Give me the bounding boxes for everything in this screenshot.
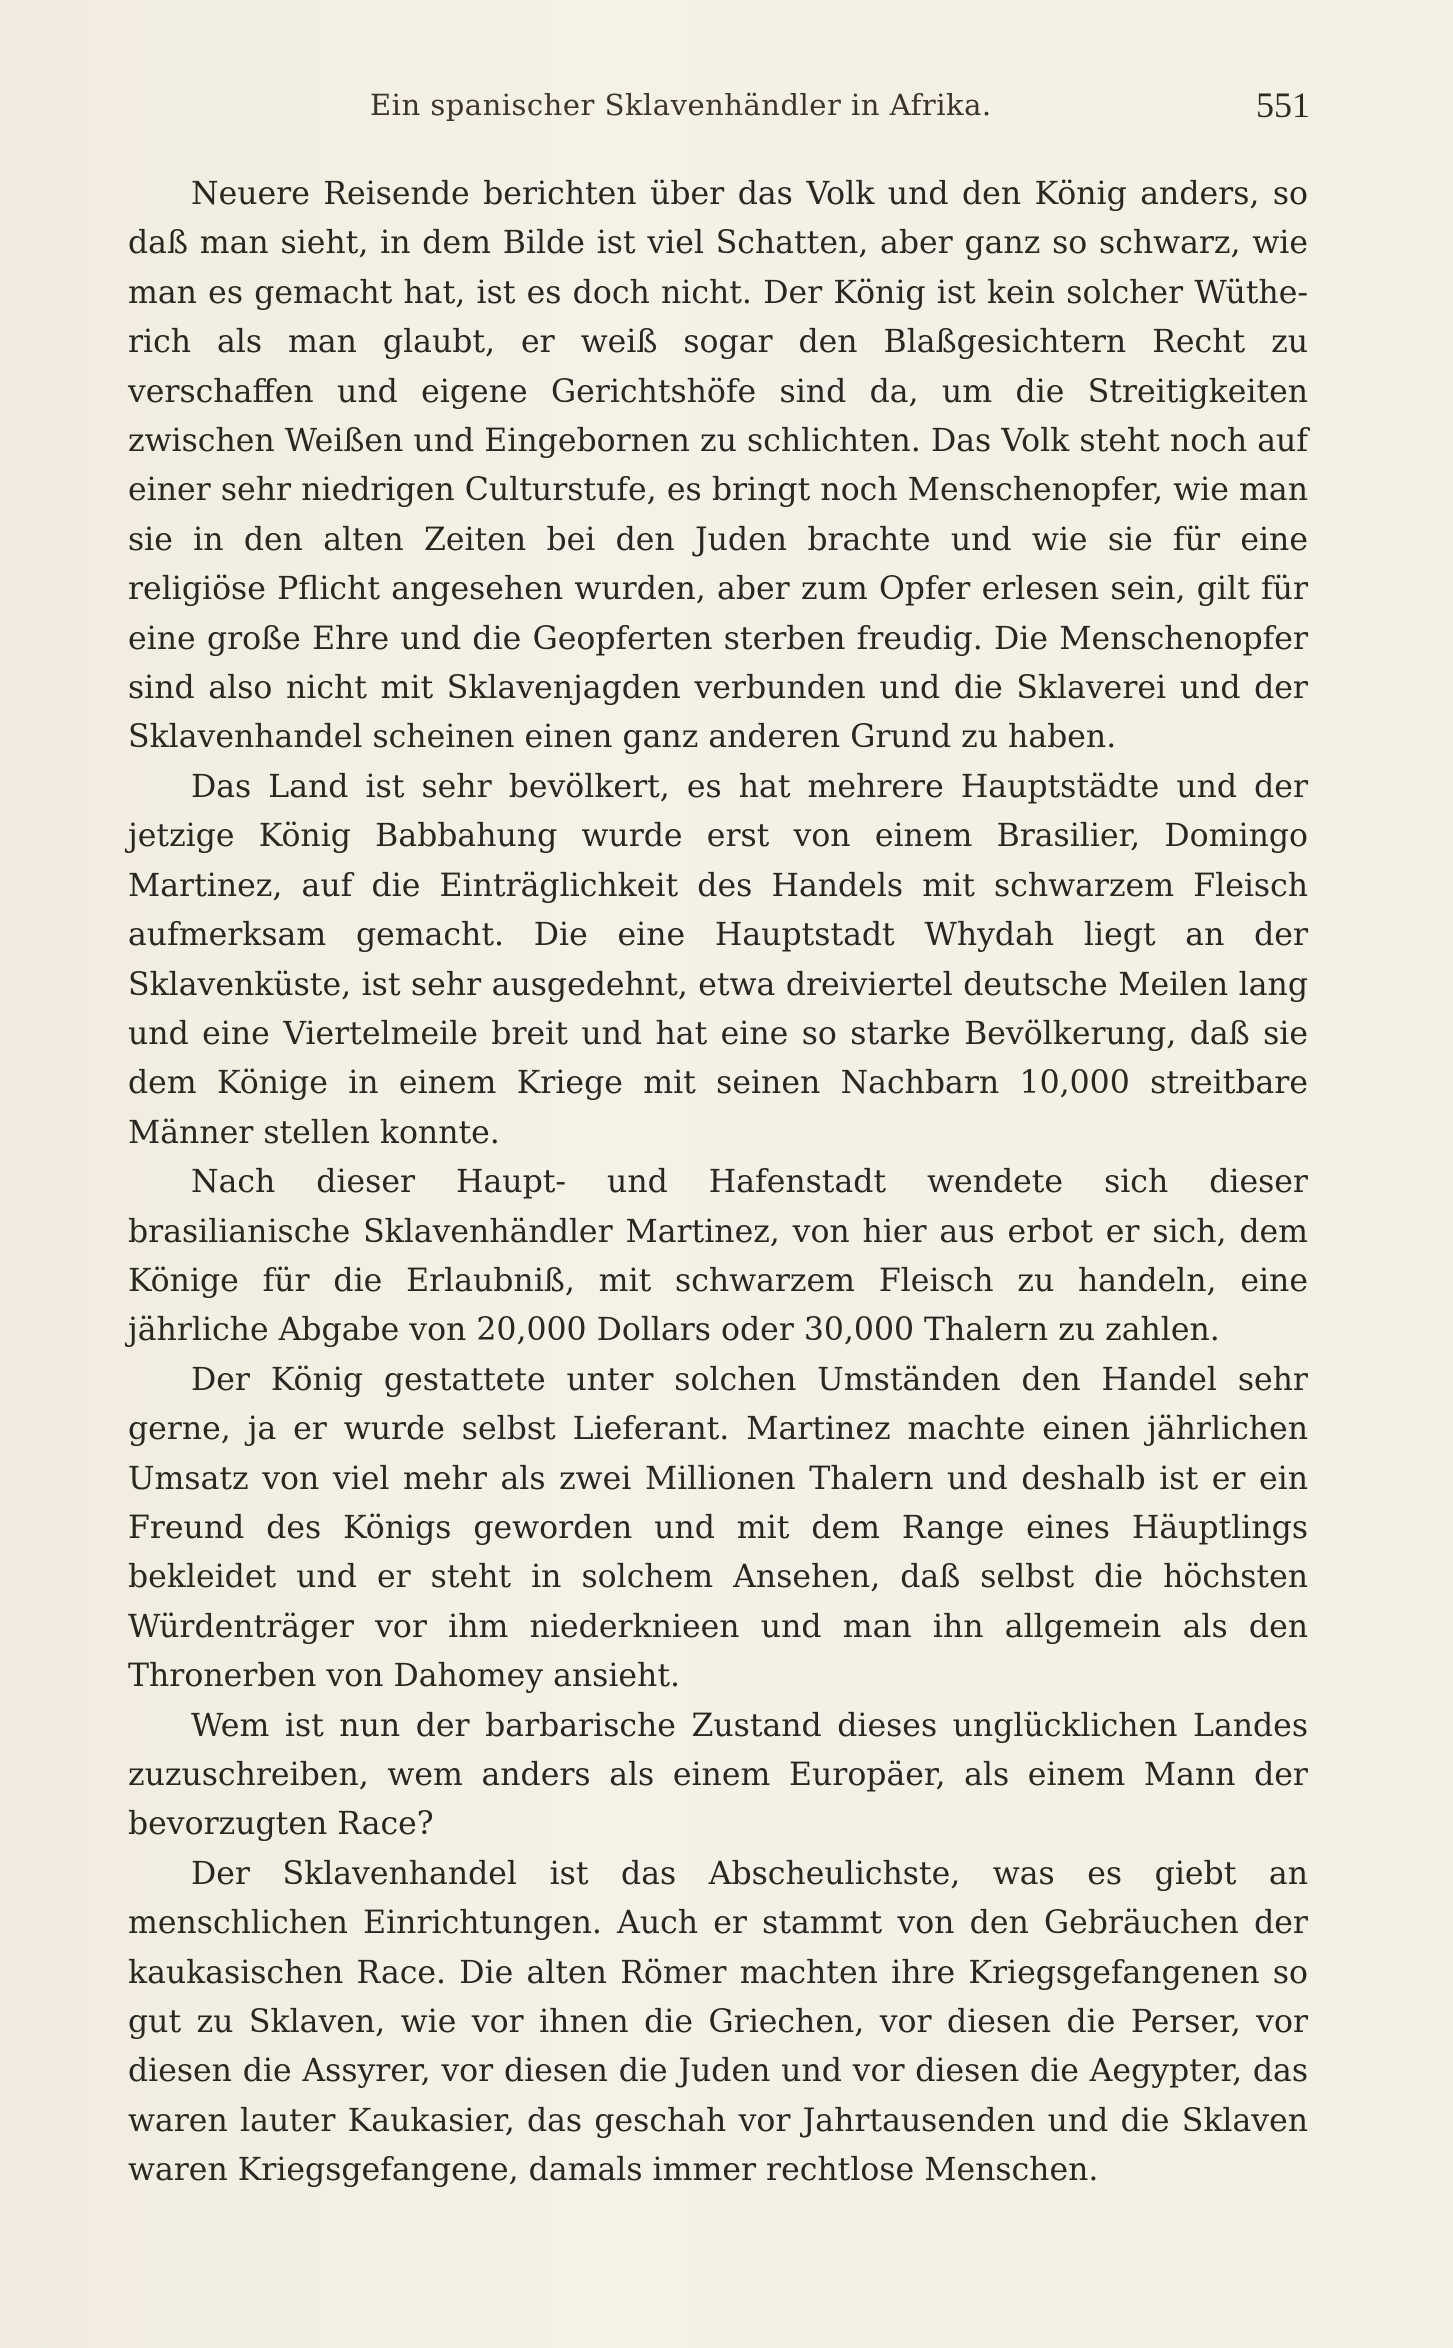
running-title: Ein spanischer Sklavenhändler in Afrika. bbox=[370, 88, 992, 122]
paragraph-3: Nach dieser Haupt- und Hafenstadt wendete sich dieser brasilianische Sklavenhändler Martinez, von hier aus erbot er sich, dem Könige für die Erlaubniß, mit schwarzem Fleisch zu handeln, eine jährliche Abgabe von 20,000 Dollars oder 30,000 Thalern zu zahlen. bbox=[128, 1164, 1308, 1349]
running-header bbox=[130, 85, 1310, 138]
paragraph-2: Das Land ist sehr bevölkert, es hat mehrere Hauptstädte und der jetzige König Babbahung wurde erst von einem Brasilier, Domingo Martinez, auf die Einträglichkeit des Handels mit schwarzem Fleisch aufmerksam gemacht. Die eine Hauptstadt Whydah liegt an der Sklavenküste, ist sehr ausgedehnt, etwa dreiviertel deutsche Meilen lang und eine Viertelmeile breit und hat eine so starke Bevölkerung, daß sie dem Könige in einem Kriege mit seinen Nachbarn 10,000 streitbare Männer stellen konnte. bbox=[128, 768, 1308, 1151]
paragraph-6: Der Sklavenhandel ist das Abscheulichste, was es giebt an menschlichen Einrichtungen. Auch er stammt von den Gebräuchen der kaukasischen Race. Die alten Römer machten ihre Kriegsgefangenen so gut zu Sklaven, wie vor ihnen die Griechen, vor diesen die Perser, vor diesen die Assyrer, vor diesen die Juden und vor diesen die Aegypter, das waren lauter Kaukasier, das geschah vor Jahrtausenden und die Sklaven waren Kriegsgefangene, damals immer rechtlose Menschen. bbox=[128, 1855, 1308, 2189]
body-text bbox=[128, 170, 1308, 2196]
paragraph-4: Der König gestattete unter solchen Umständen den Handel sehr gerne, ja er wurde selbst Lieferant. Martinez machte einen jährlichen Umsatz von viel mehr als zwei Millionen Thalern und deshalb ist er ein Freund des Königs geworden und mit dem Range eines Häuptlings bekleidet und er steht in solchem Ansehen, daß selbst die höchsten Würdenträger vor ihm niederknieen und man ihn allgemein als den Thronerben von Dahomey ansieht. bbox=[128, 1361, 1308, 1695]
paragraph-1: Neuere Reisende berichten über das Volk und den König anders, so daß man sieht, in dem Bilde ist viel Schatten, aber ganz so schwarz, wie man es gemacht hat, ist es doch nicht. Der König ist kein solcher Wütherich als man glaubt, er weiß sogar den Blaßgesichtern Recht zu verschaffen und eigene Gerichtshöfe sind da, um die Streitigkeiten zwischen Weißen und Eingebornen zu schlichten. Das Volk steht noch auf einer sehr niedrigen Culturstufe, es bringt noch Menschenopfer, wie man sie in den alten Zeiten bei den Juden brachte und wie sie für eine religiöse Pflicht angesehen wurden, aber zum Opfer erlesen sein, gilt für eine große Ehre und die Geopferten sterben freudig. Die Menschenopfer sind also nicht mit Sklavenjagden verbunden und die Sklaverei und der Sklavenhandel scheinen einen ganz anderen Grund zu haben. bbox=[128, 176, 1308, 756]
paragraph-5: Wem ist nun der barbarische Zustand dieses unglücklichen Landes zuzuschreiben, wem anders als einem Europäer, als einem Mann der bevorzugten Race? bbox=[128, 1707, 1308, 1843]
page-number: 551 bbox=[1256, 85, 1310, 125]
